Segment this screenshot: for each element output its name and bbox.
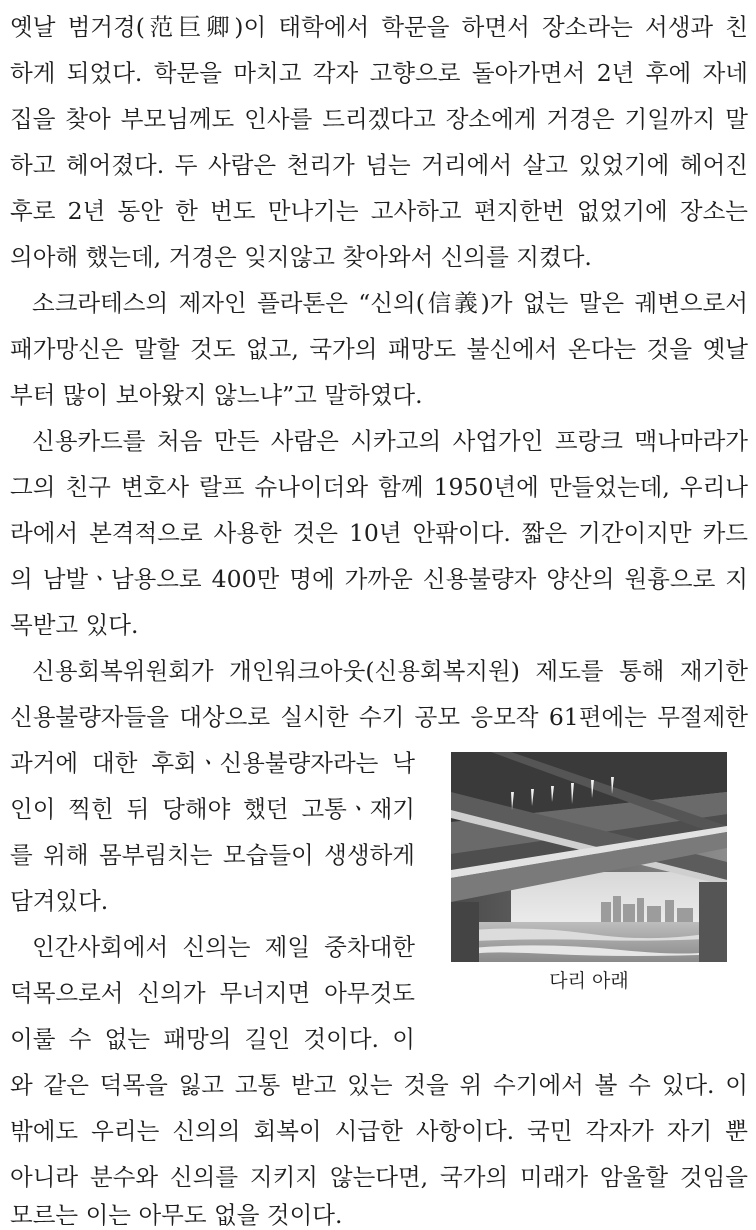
bridge-photo <box>451 752 727 962</box>
text-line: 부터 많이 보아왔지 않느냐”고 말하였다. <box>10 381 423 409</box>
text-line: 과거에 대한 후회ㆍ신용불량자라는 낙 <box>10 749 415 777</box>
text-line: 옛날 범거경(范巨卿)이 태학에서 학문을 하면서 장소라는 서생과 친 <box>10 13 748 41</box>
text-line: 신용불량자들을 대상으로 실시한 수기 공모 응모작 61편에는 무절제한 <box>10 703 748 731</box>
text-line: 소크라테스의 제자인 플라톤은 “신의(信義)가 없는 말은 궤변으로서 <box>32 289 748 317</box>
text-line: 밖에도 우리는 신의의 회복이 시급한 사항이다. 국민 각자가 자기 뿐 <box>10 1117 748 1145</box>
photo-caption: 다리 아래 <box>549 970 629 992</box>
text-line: 와 같은 덕목을 잃고 고통 받고 있는 것을 위 수기에서 볼 수 있다. 이 <box>10 1071 748 1099</box>
text-line: 집을 찾아 부모님께도 인사를 드리겠다고 장소에게 거경은 기일까지 말 <box>10 105 748 133</box>
text-line: 목받고 있다. <box>10 611 139 639</box>
bridge-underside-image <box>451 752 727 962</box>
text-line: 그의 친구 변호사 랄프 슈나이더와 함께 1950년에 만들었는데, 우리나 <box>10 473 748 501</box>
text-line: 인이 찍힌 뒤 당해야 했던 고통ㆍ재기 <box>10 795 415 823</box>
text-line: 모르는 이는 아무도 없을 것이다. <box>10 1201 343 1229</box>
text-line: 담겨있다. <box>10 887 109 915</box>
text-line: 인간사회에서 신의는 제일 중차대한 <box>32 933 415 961</box>
text-line: 라에서 본격적으로 사용한 것은 10년 안팎이다. 짧은 기간이지만 카드 <box>10 519 748 547</box>
text-line: 후로 2년 동안 한 번도 만나기는 고사하고 편지한번 없었기에 장소는 <box>10 197 748 225</box>
text-line: 하고 헤어졌다. 두 사람은 천리가 넘는 거리에서 살고 있었기에 헤어진 <box>10 151 748 179</box>
text-line: 의 남발ㆍ남용으로 400만 명에 가까운 신용불량자 양산의 원흉으로 지 <box>10 565 748 593</box>
text-line: 이룰 수 없는 패망의 길인 것이다. 이 <box>10 1025 415 1053</box>
text-line: 를 위해 몸부림치는 모습들이 생생하게 <box>10 841 415 869</box>
text-line: 의아해 했는데, 거경은 잊지않고 찾아와서 신의를 지켰다. <box>10 243 592 271</box>
text-line: 신용카드를 처음 만든 사람은 시카고의 사업가인 프랑크 맥나마라가 <box>32 427 748 455</box>
text-line: 패가망신은 말할 것도 없고, 국가의 패망도 불신에서 온다는 것을 옛날 <box>10 335 748 363</box>
text-line: 아니라 분수와 신의를 지키지 않는다면, 국가의 미래가 암울할 것임을 <box>10 1163 748 1191</box>
text-line: 신용회복위원회가 개인워크아웃(신용회복지원) 제도를 통해 재기한 <box>32 657 748 685</box>
text-line: 덕목으로서 신의가 무너지면 아무것도 <box>10 979 415 1007</box>
text-line: 하게 되었다. 학문을 마치고 각자 고향으로 돌아가면서 2년 후에 자네 <box>10 59 748 87</box>
